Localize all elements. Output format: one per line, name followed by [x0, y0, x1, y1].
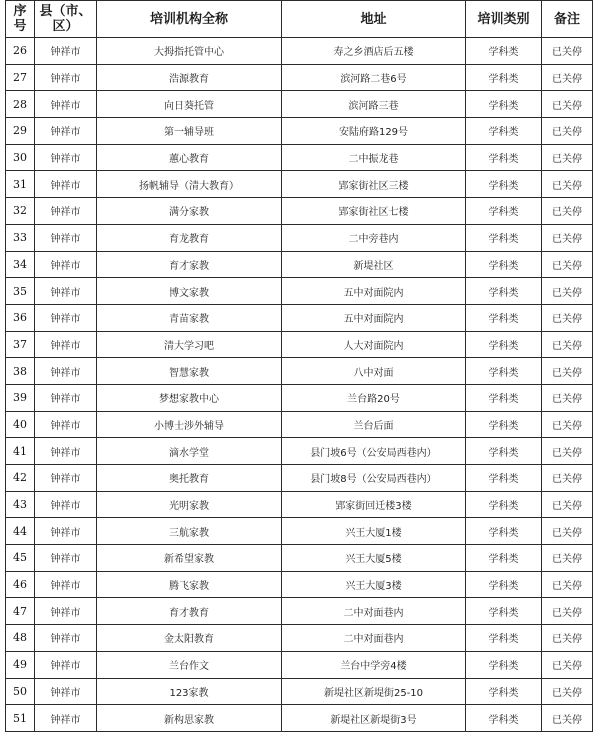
- cell-training-type: 学科类: [466, 705, 542, 732]
- cell-institution-name: 三航家教: [97, 518, 282, 545]
- cell-institution-name: 光明家教: [97, 491, 282, 518]
- cell-serial-number: 28: [6, 91, 35, 118]
- cell-county: 钟祥市: [35, 678, 97, 705]
- header-note: 备注: [542, 1, 593, 38]
- cell-note: 已关停: [542, 224, 593, 251]
- cell-note: 已关停: [542, 545, 593, 572]
- cell-institution-name: 博文家教: [97, 278, 282, 305]
- table-row: [6, 571, 593, 598]
- header-county-line2: 区）: [52, 19, 79, 34]
- cell-serial-number: 48: [6, 625, 35, 652]
- header-county-line1: 县（市、: [39, 4, 92, 19]
- table-row: [6, 465, 593, 492]
- cell-serial-number: 32: [6, 198, 35, 225]
- cell-training-type: 学科类: [466, 491, 542, 518]
- cell-county: 钟祥市: [35, 304, 97, 331]
- cell-note: 已关停: [542, 331, 593, 358]
- table-row: [6, 518, 593, 545]
- cell-county: 钟祥市: [35, 491, 97, 518]
- cell-institution-name: 腾飞家教: [97, 571, 282, 598]
- cell-institution-name: 浩源教育: [97, 64, 282, 91]
- cell-address: 兰台中学旁4楼: [282, 651, 466, 678]
- cell-training-type: 学科类: [466, 384, 542, 411]
- cell-address: 郢家街社区三楼: [282, 171, 466, 198]
- table-row: [6, 198, 593, 225]
- table-row: [6, 278, 593, 305]
- table-body: [6, 38, 593, 732]
- table-row: [6, 598, 593, 625]
- cell-county: 钟祥市: [35, 64, 97, 91]
- table-row: [6, 705, 593, 732]
- cell-serial-number: 51: [6, 705, 35, 732]
- cell-note: 已关停: [542, 91, 593, 118]
- cell-address: 安陆府路129号: [282, 118, 466, 145]
- cell-address: 新堤社区新堤街25-10: [282, 678, 466, 705]
- cell-note: 已关停: [542, 38, 593, 65]
- cell-address: 二中振龙巷: [282, 144, 466, 171]
- cell-note: 已关停: [542, 278, 593, 305]
- cell-note: 已关停: [542, 678, 593, 705]
- table-header: [6, 1, 593, 38]
- cell-address: 县门坡6号（公安局西巷内）: [282, 438, 466, 465]
- table-row: [6, 304, 593, 331]
- cell-institution-name: 大拇指托管中心: [97, 38, 282, 65]
- table-row: [6, 625, 593, 652]
- cell-note: 已关停: [542, 518, 593, 545]
- cell-training-type: 学科类: [466, 438, 542, 465]
- table-row: [6, 118, 593, 145]
- cell-note: 已关停: [542, 144, 593, 171]
- cell-address: 郢家街回迁楼3楼: [282, 491, 466, 518]
- cell-note: 已关停: [542, 304, 593, 331]
- cell-county: 钟祥市: [35, 251, 97, 278]
- cell-serial-number: 33: [6, 224, 35, 251]
- table-row: [6, 144, 593, 171]
- cell-serial-number: 45: [6, 545, 35, 572]
- cell-institution-name: 奥托教育: [97, 465, 282, 492]
- cell-training-type: 学科类: [466, 144, 542, 171]
- table-row: [6, 678, 593, 705]
- header-institution-name: 培训机构全称: [97, 1, 282, 38]
- header-serial-line2: 号: [13, 19, 27, 34]
- cell-address: 新堤社区: [282, 251, 466, 278]
- cell-address: 兴王大厦1楼: [282, 518, 466, 545]
- cell-serial-number: 43: [6, 491, 35, 518]
- cell-serial-number: 35: [6, 278, 35, 305]
- cell-note: 已关停: [542, 118, 593, 145]
- table-row: [6, 491, 593, 518]
- cell-institution-name: 金太阳教育: [97, 625, 282, 652]
- cell-training-type: 学科类: [466, 518, 542, 545]
- cell-county: 钟祥市: [35, 198, 97, 225]
- cell-training-type: 学科类: [466, 571, 542, 598]
- cell-training-type: 学科类: [466, 171, 542, 198]
- cell-address: 兰台路20号: [282, 384, 466, 411]
- cell-institution-name: 扬帆辅导（清大教育）: [97, 171, 282, 198]
- cell-county: 钟祥市: [35, 144, 97, 171]
- cell-note: 已关停: [542, 465, 593, 492]
- table-row: [6, 384, 593, 411]
- cell-address: 兰台后面: [282, 411, 466, 438]
- cell-county: 钟祥市: [35, 411, 97, 438]
- table-row: [6, 545, 593, 572]
- cell-institution-name: 滴水学堂: [97, 438, 282, 465]
- cell-address: 人大对面院内: [282, 331, 466, 358]
- cell-county: 钟祥市: [35, 465, 97, 492]
- cell-note: 已关停: [542, 571, 593, 598]
- cell-serial-number: 41: [6, 438, 35, 465]
- cell-serial-number: 29: [6, 118, 35, 145]
- cell-address: 兴王大厦3楼: [282, 571, 466, 598]
- cell-county: 钟祥市: [35, 278, 97, 305]
- cell-training-type: 学科类: [466, 465, 542, 492]
- cell-note: 已关停: [542, 251, 593, 278]
- cell-county: 钟祥市: [35, 625, 97, 652]
- cell-address: 兴王大厦5楼: [282, 545, 466, 572]
- header-address: 地址: [282, 1, 466, 38]
- cell-county: 钟祥市: [35, 118, 97, 145]
- cell-training-type: 学科类: [466, 64, 542, 91]
- cell-address: 新堤社区新堤街3号: [282, 705, 466, 732]
- cell-institution-name: 智慧家教: [97, 358, 282, 385]
- cell-serial-number: 46: [6, 571, 35, 598]
- cell-address: 八中对面: [282, 358, 466, 385]
- cell-institution-name: 梦想家教中心: [97, 384, 282, 411]
- cell-institution-name: 第一辅导班: [97, 118, 282, 145]
- table-row: [6, 38, 593, 65]
- cell-training-type: 学科类: [466, 678, 542, 705]
- cell-serial-number: 30: [6, 144, 35, 171]
- cell-county: 钟祥市: [35, 171, 97, 198]
- cell-institution-name: 清大学习吧: [97, 331, 282, 358]
- cell-note: 已关停: [542, 411, 593, 438]
- cell-institution-name: 蕙心教育: [97, 144, 282, 171]
- cell-serial-number: 50: [6, 678, 35, 705]
- table-row: [6, 331, 593, 358]
- cell-address: 滨河路三巷: [282, 91, 466, 118]
- cell-note: 已关停: [542, 598, 593, 625]
- cell-institution-name: 向日葵托管: [97, 91, 282, 118]
- cell-training-type: 学科类: [466, 598, 542, 625]
- cell-address: 二中旁巷内: [282, 224, 466, 251]
- cell-institution-name: 育才教育: [97, 598, 282, 625]
- cell-county: 钟祥市: [35, 705, 97, 732]
- cell-training-type: 学科类: [466, 625, 542, 652]
- cell-serial-number: 49: [6, 651, 35, 678]
- cell-address: 五中对面院内: [282, 304, 466, 331]
- cell-training-type: 学科类: [466, 38, 542, 65]
- cell-serial-number: 39: [6, 384, 35, 411]
- cell-institution-name: 兰台作文: [97, 651, 282, 678]
- cell-institution-name: 满分家教: [97, 198, 282, 225]
- cell-institution-name: 新构思家教: [97, 705, 282, 732]
- header-serial-number: [6, 1, 35, 38]
- cell-county: 钟祥市: [35, 38, 97, 65]
- table-row: [6, 224, 593, 251]
- table-row: [6, 651, 593, 678]
- cell-serial-number: 34: [6, 251, 35, 278]
- cell-note: 已关停: [542, 198, 593, 225]
- cell-training-type: 学科类: [466, 651, 542, 678]
- table-row: [6, 438, 593, 465]
- cell-county: 钟祥市: [35, 651, 97, 678]
- cell-serial-number: 26: [6, 38, 35, 65]
- cell-address: 县门坡8号（公安局西巷内）: [282, 465, 466, 492]
- cell-training-type: 学科类: [466, 304, 542, 331]
- cell-note: 已关停: [542, 491, 593, 518]
- cell-note: 已关停: [542, 438, 593, 465]
- cell-county: 钟祥市: [35, 224, 97, 251]
- cell-serial-number: 44: [6, 518, 35, 545]
- cell-training-type: 学科类: [466, 278, 542, 305]
- cell-address: 二中对面巷内: [282, 625, 466, 652]
- cell-serial-number: 37: [6, 331, 35, 358]
- header-row: [6, 1, 593, 38]
- cell-note: 已关停: [542, 171, 593, 198]
- cell-note: 已关停: [542, 358, 593, 385]
- cell-county: 钟祥市: [35, 518, 97, 545]
- cell-address: 郢家街社区七楼: [282, 198, 466, 225]
- cell-training-type: 学科类: [466, 331, 542, 358]
- cell-county: 钟祥市: [35, 358, 97, 385]
- table-row: [6, 251, 593, 278]
- cell-training-type: 学科类: [466, 91, 542, 118]
- cell-institution-name: 育才家教: [97, 251, 282, 278]
- cell-address: 二中对面巷内: [282, 598, 466, 625]
- cell-address: 滨河路二巷6号: [282, 64, 466, 91]
- cell-county: 钟祥市: [35, 598, 97, 625]
- cell-address: 寿之乡酒店后五楼: [282, 38, 466, 65]
- header-serial-line1: 序: [13, 4, 27, 19]
- cell-address: 五中对面院内: [282, 278, 466, 305]
- cell-training-type: 学科类: [466, 118, 542, 145]
- cell-county: 钟祥市: [35, 571, 97, 598]
- cell-note: 已关停: [542, 651, 593, 678]
- cell-note: 已关停: [542, 384, 593, 411]
- cell-institution-name: 新希望家教: [97, 545, 282, 572]
- table-row: [6, 91, 593, 118]
- cell-training-type: 学科类: [466, 358, 542, 385]
- cell-county: 钟祥市: [35, 331, 97, 358]
- cell-training-type: 学科类: [466, 251, 542, 278]
- cell-county: 钟祥市: [35, 384, 97, 411]
- institution-table: [5, 0, 593, 732]
- cell-serial-number: 36: [6, 304, 35, 331]
- cell-training-type: 学科类: [466, 224, 542, 251]
- cell-serial-number: 27: [6, 64, 35, 91]
- cell-serial-number: 42: [6, 465, 35, 492]
- table-row: [6, 64, 593, 91]
- cell-training-type: 学科类: [466, 198, 542, 225]
- cell-institution-name: 青苗家教: [97, 304, 282, 331]
- table-row: [6, 171, 593, 198]
- header-county: [35, 1, 97, 38]
- cell-serial-number: 47: [6, 598, 35, 625]
- cell-serial-number: 38: [6, 358, 35, 385]
- cell-county: 钟祥市: [35, 91, 97, 118]
- table-row: [6, 411, 593, 438]
- cell-serial-number: 40: [6, 411, 35, 438]
- cell-note: 已关停: [542, 64, 593, 91]
- cell-serial-number: 31: [6, 171, 35, 198]
- table-row: [6, 358, 593, 385]
- cell-institution-name: 小博士涉外辅导: [97, 411, 282, 438]
- cell-training-type: 学科类: [466, 545, 542, 572]
- institution-list-sheet: [5, 0, 592, 732]
- cell-county: 钟祥市: [35, 545, 97, 572]
- cell-note: 已关停: [542, 625, 593, 652]
- cell-institution-name: 育龙教育: [97, 224, 282, 251]
- cell-institution-name: 123家教: [97, 678, 282, 705]
- cell-county: 钟祥市: [35, 438, 97, 465]
- cell-training-type: 学科类: [466, 411, 542, 438]
- cell-note: 已关停: [542, 705, 593, 732]
- header-training-type: 培训类别: [466, 1, 542, 38]
